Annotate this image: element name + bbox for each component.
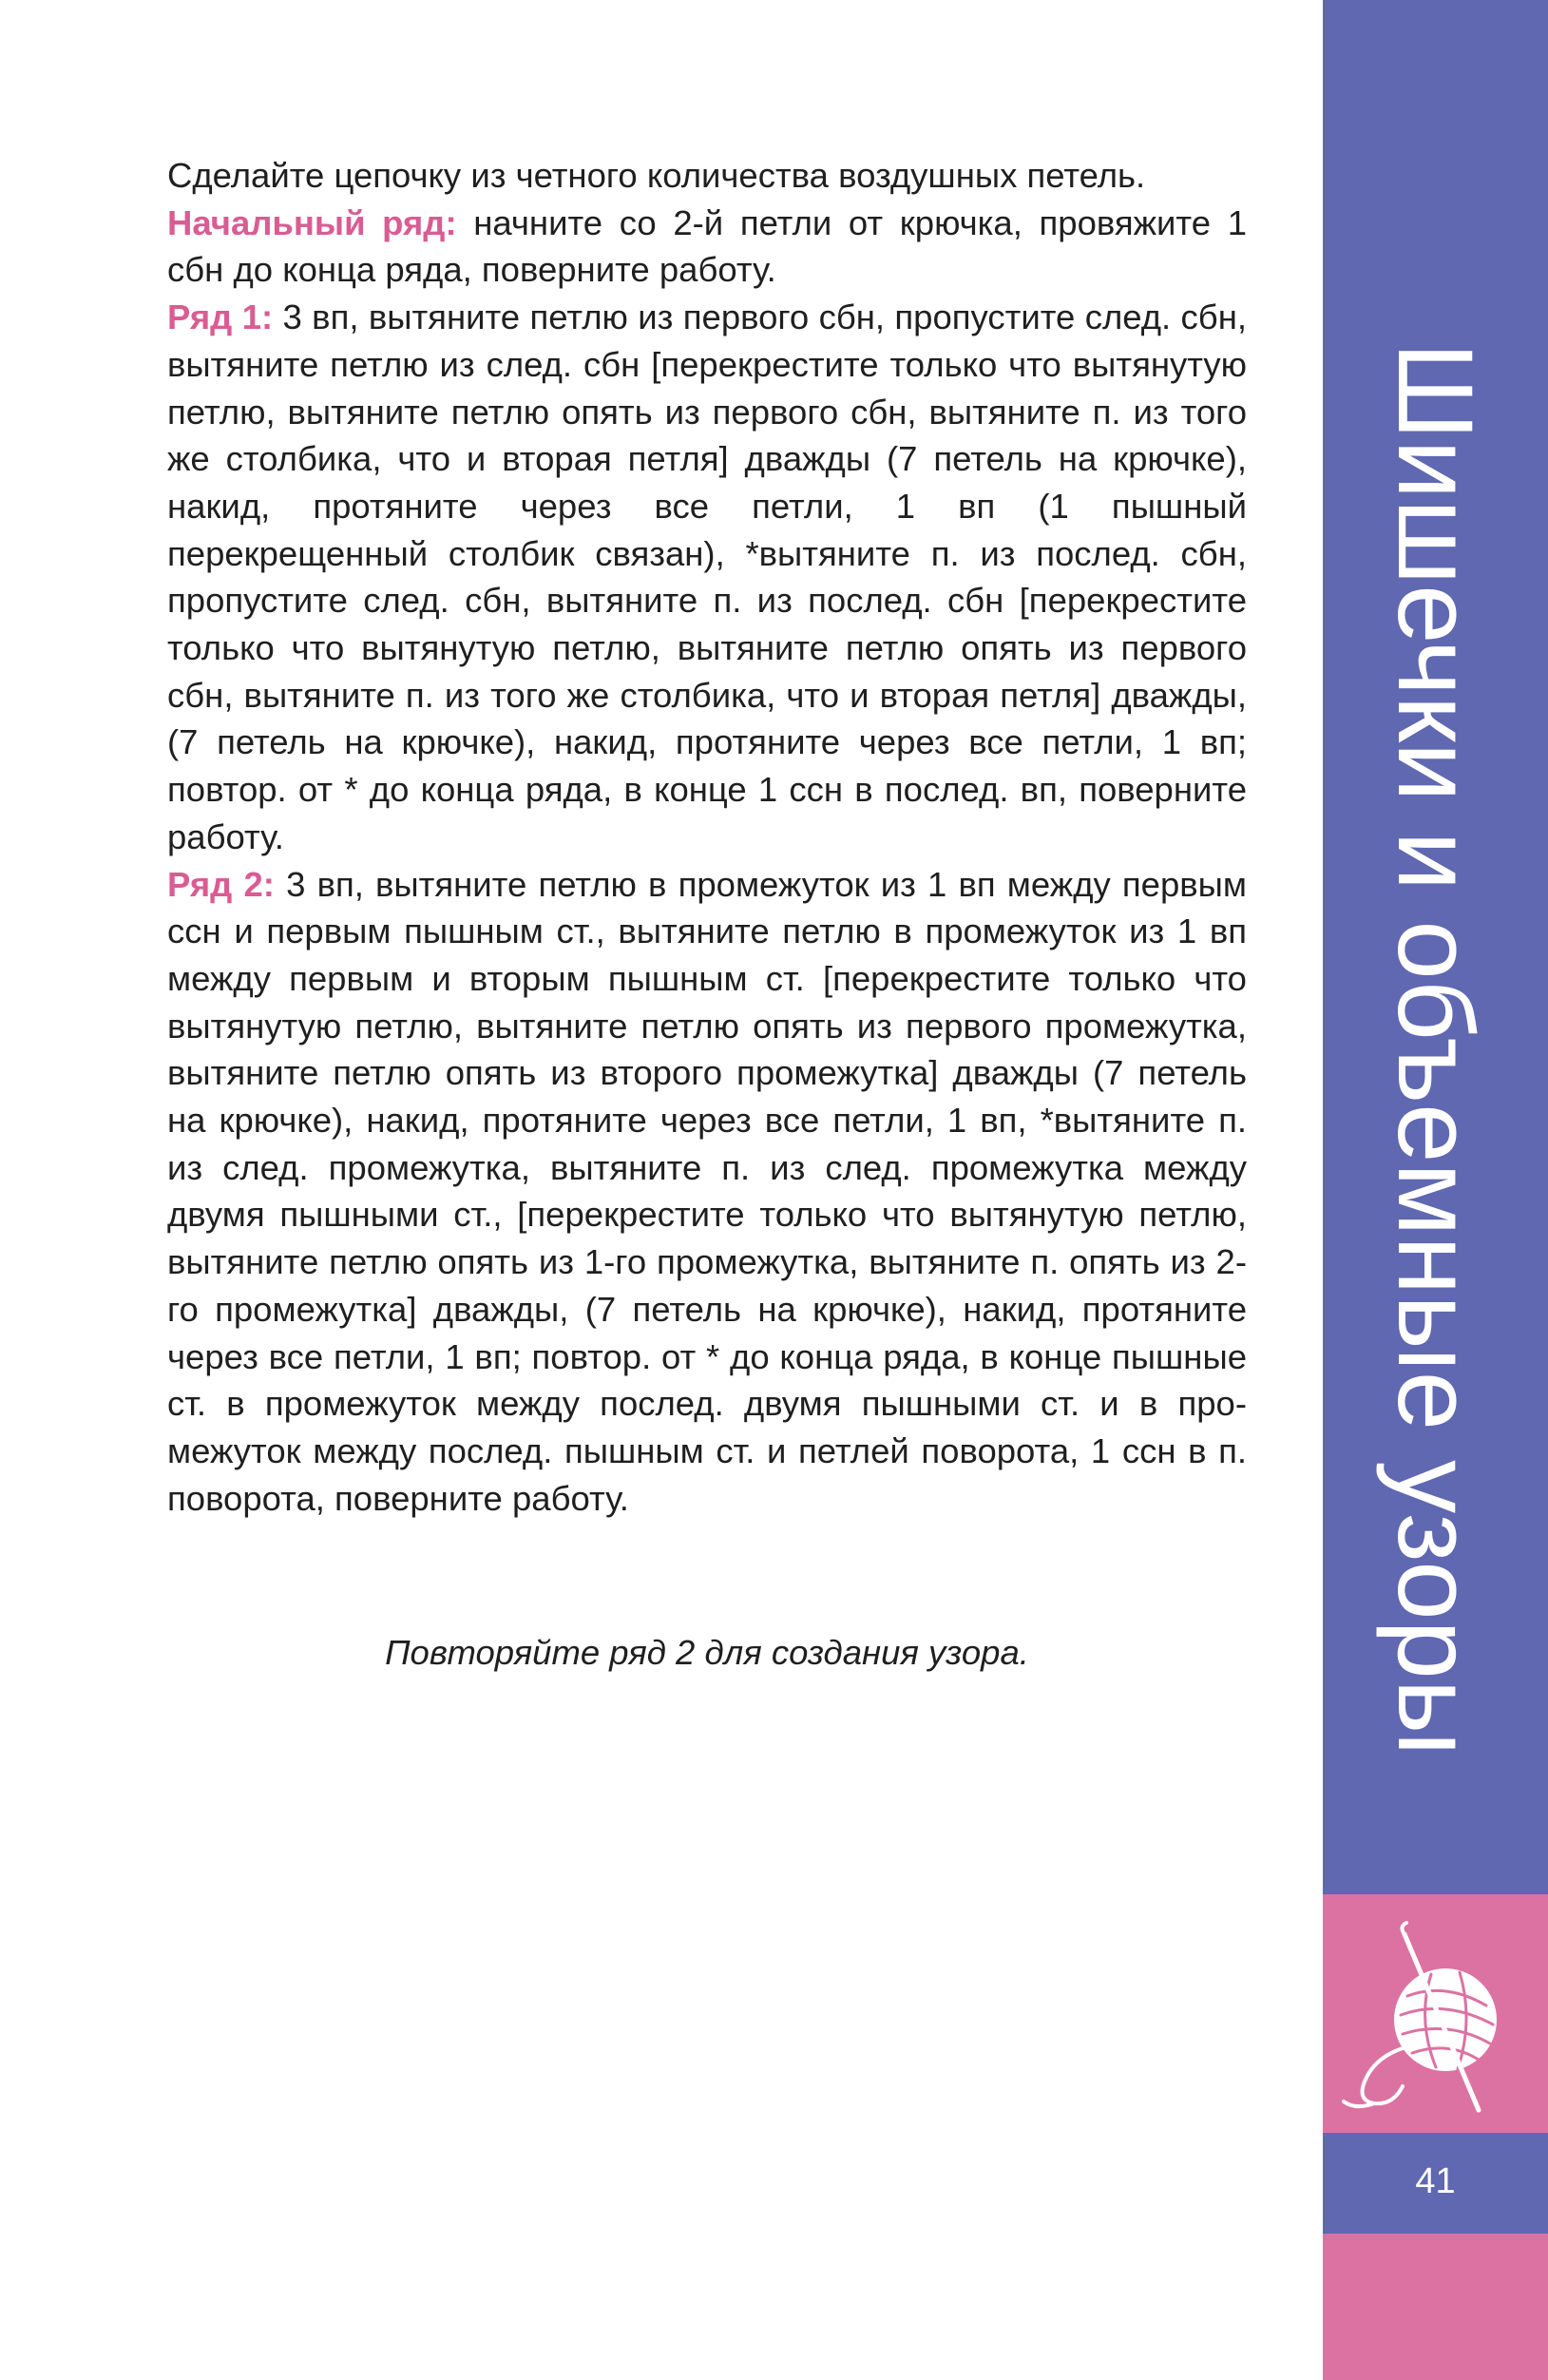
chapter-icon-band (1323, 1894, 1548, 2133)
row-2-text: 3 вп, вытяните петлю в промежуток из 1 вп между первым ссн и первым пышным ст., вытяните петлю в промежуток из 1 вп между первым и вторым пышным ст. [перекрестите только что вытянутую петлю, вытяните петлю опять из первого промежутка, вытяните петлю опять из второго промежутка] дважды (7 петель на крючке), накид, протяните через все петли, 1 вп, *вытяните п. из след. промежутка, вытяните п. из след. промежутка между двумя пышными ст., [перекрестите только что вытянутую петлю, вытяните петлю опять из 1-го промежутка, вытяните п. опять из 2-го промежутка] дважды, (7 петель на крючке), накид, протяните через все петли, 1 вп; повтор. от * до конца ряда, в конце пышные ст. в промежуток между послед. двумя пышными ст. и в промежуток между послед. пышным ст. и петлей поворота, 1 ссн в п. поворота, поверните работу. (167, 864, 1247, 1518)
row-2 (167, 861, 1247, 1523)
row-initial-text: начните со 2-й петли от крючка, провяжите 1 сбн до конца ряда, поверните работу. (167, 202, 1247, 290)
intro-paragraph: Сделайте цепочку из четного количества воздушных петель. (167, 156, 1146, 195)
body-text (167, 152, 1247, 1522)
row-1-text: 3 вп, вытяните петлю из первого сбн, пропустите след. сбн, вытяните петлю из след. сбн [перекрестите только что вытянутую петлю, вытяните петлю опять из первого сбн, вытяните п. из того же столбика, что и вторая петля] дважды (7 петель на крючке), накид, протяните через все петли, 1 вп (1 пышный перекрещенный столбик связан), *вытяните п. из послед. сбн, пропустите след. сбн, вытяните п. из послед. сбн [перекрестите только что вытянутую петлю, вытяните петлю опять из первого сбн, вытяните п. из того же столбика, что и вторая петля] дважды, (7 петель на крючке), накид, протяните через все петли, 1 вп; повтор. от * до конца ряда, в конце 1 ссн в послед. вп, поверните работу. (167, 298, 1247, 856)
bottom-band (1323, 2234, 1548, 2380)
row-initial-label: Начальный ряд: (167, 202, 457, 242)
chapter-title: Шишечки и объемные узоры (1376, 342, 1495, 1756)
row-initial (167, 200, 1247, 294)
page-number: 41 (1415, 2161, 1456, 2201)
row-1-label: Ряд 1: (167, 298, 274, 337)
chapter-sidebar (1323, 0, 1548, 1894)
page-number-band (1323, 2133, 1548, 2234)
repeat-note: Повторяйте ряд 2 для создания узора. (385, 1633, 1029, 1672)
row-1 (167, 294, 1247, 860)
row-2-label: Ряд 2: (167, 864, 275, 904)
yarn-ball-hook-icon (1336, 1915, 1526, 2115)
